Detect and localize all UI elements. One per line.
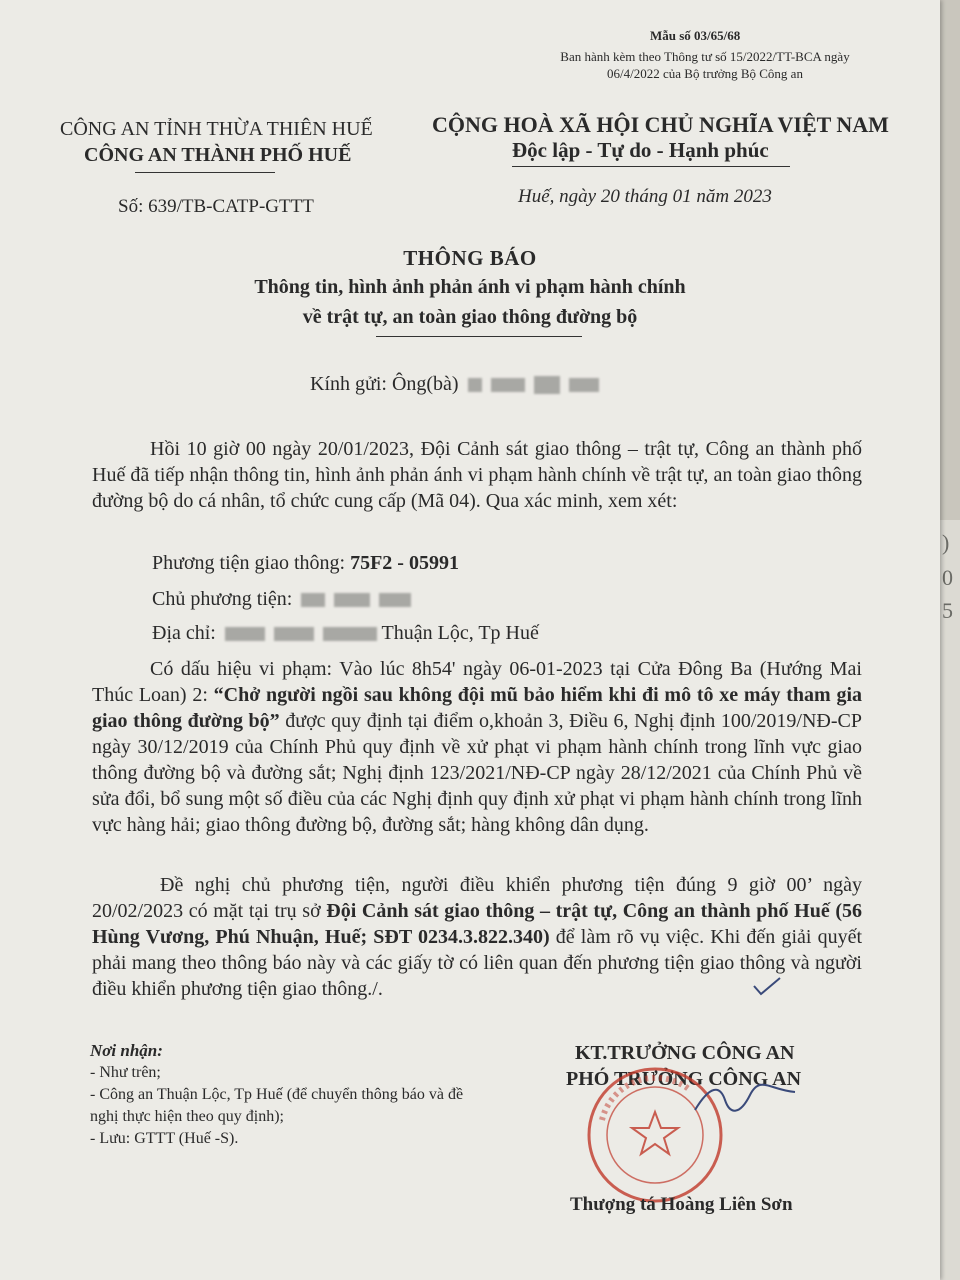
greeting	[310, 373, 599, 396]
redacted-name	[491, 378, 525, 392]
handwritten-signature	[690, 1080, 800, 1120]
place-date: Huế, ngày 20 tháng 01 năm 2023	[518, 186, 772, 207]
paragraph-intro: Hồi 10 giờ 00 ngày 20/01/2023, Đội Cảnh sát giao thông – trật tự, Công an thành phố Huế đã tiếp nhận thông tin, hình ảnh phản ánh vi phạm hành chính về trật tự, an toàn giao thông đường bộ do cá nhân, tổ chức cung cấp (Mã 04). Qua xác minh, xem xét:	[92, 438, 862, 512]
document-subtitle-2: về trật tự, an toàn giao thông đường bộ	[302, 306, 638, 328]
underlying-paper-mark: 5	[942, 598, 953, 623]
paragraph-violation	[92, 656, 862, 838]
address-label: Địa chỉ:	[152, 622, 216, 644]
underlying-paper-mark: 0	[942, 565, 953, 590]
address-value: Thuận Lộc, Tp Huế	[381, 622, 539, 644]
recipient-item: - Như trên;	[90, 1064, 161, 1081]
issued-with-note: Ban hành kèm theo Thông tư số 15/2022/TT-BCA ngày 06/4/2022 của Bộ trưởng Bộ Công an	[560, 49, 850, 81]
signature-title-1: KT.TRƯỞNG CÔNG AN	[575, 1042, 795, 1064]
greeting-label: Kính gửi: Ông(bà)	[310, 373, 459, 395]
country-name: CỘNG HOÀ XÃ HỘI CHỦ NGHĨA VIỆT NAM	[432, 112, 889, 137]
subtitle-underline	[376, 336, 582, 337]
org-line-1: CÔNG AN TỈNH THỪA THIÊN HUẾ	[60, 118, 373, 140]
address-line	[152, 622, 539, 645]
recipient-item: - Công an Thuận Lộc, Tp Huế (để chuyển thông báo và đề nghị thực hiện theo quy định);	[90, 1086, 464, 1125]
violation-description: “Chở người ngồi sau không đội mũ bảo hiểm khi đi mô tô xe máy tham gia giao thông đường bộ”	[92, 684, 863, 732]
owner-label: Chủ phương tiện:	[152, 588, 293, 610]
request-intro: Đề nghị chủ phương tiện, người điều khiển phương tiện đúng 9 giờ 00’ ngày 20/02/2023 có mặt tại trụ sở	[92, 874, 862, 922]
redacted-owner	[301, 593, 325, 607]
redacted-name	[534, 376, 560, 394]
document-subtitle-1: Thông tin, hình ảnh phản ánh vi phạm hành chính	[254, 276, 686, 298]
signer-name: Thượng tá Hoàng Liên Sơn	[570, 1194, 793, 1215]
redacted-name	[468, 378, 482, 392]
redacted-owner	[379, 593, 411, 607]
redacted-address	[225, 627, 265, 641]
recipients-block	[90, 1040, 490, 1150]
paragraph-request	[92, 872, 862, 1002]
form-number: Mẫu số 03/65/68	[650, 28, 741, 43]
redacted-owner	[334, 593, 370, 607]
document-number: Số: 639/TB-CATP-GTTT	[118, 196, 314, 217]
redacted-address	[323, 627, 377, 641]
document-title: THÔNG BÁO	[403, 246, 537, 270]
violation-intro: Có dấu hiệu vi phạm: Vào lúc 8h54' ngày 06-01-2023 tại Cửa Đông Ba (Hướng Mai Thúc Loan) 2:	[92, 658, 862, 706]
underlying-paper-mark: )	[942, 530, 950, 555]
recipients-heading: Nơi nhận:	[90, 1041, 163, 1060]
violation-legal-basis: được quy định tại điểm o,khoản 3, Điều 6, Nghị định 100/2019/NĐ-CP ngày 30/12/2019 của Chính Phủ quy định về xử phạt vi phạm hành chính trong lĩnh vực giao thông đường bộ và đường sắt; Nghị định 123/2021/NĐ-CP ngày 28/12/2021 của Chính Phủ về sửa đổi, bổ sung một số điều của các Nghị định quy định xử phạt vi phạm hành chính trong lĩnh vực hàng hải; giao thông đường bộ, đường sắt; hàng không dân dụng.	[92, 710, 862, 836]
vehicle-label: Phương tiện giao thông:	[152, 552, 351, 574]
motto-underline	[512, 166, 790, 167]
owner-line	[152, 588, 411, 611]
redacted-address	[274, 627, 314, 641]
vehicle-line	[152, 552, 459, 575]
recipient-item: - Lưu: GTTT (Huế -S).	[90, 1130, 239, 1147]
request-rest: để làm rõ vụ việc. Khi đến giải quyết phải mang theo thông báo này và các giấy tờ có liên quan đến phương tiện giao thông và người điều khiển phương tiện giao thông./.	[92, 926, 863, 1000]
signature-title-2: PHÓ TRƯỞNG CÔNG AN	[566, 1068, 802, 1090]
redacted-name	[569, 378, 599, 392]
vehicle-plate: 75F2 - 05991	[350, 552, 459, 574]
motto: Độc lập - Tự do - Hạnh phúc	[512, 138, 769, 162]
org-line-2: CÔNG AN THÀNH PHỐ HUẾ	[84, 144, 352, 166]
office-address: Đội Cảnh sát giao thông – trật tự, Công an thành phố Huế (56 Hùng Vương, Phú Nhuận, Huế; SĐT 0234.3.822.340)	[92, 900, 863, 948]
check-mark	[752, 976, 782, 996]
org-underline	[135, 172, 275, 173]
